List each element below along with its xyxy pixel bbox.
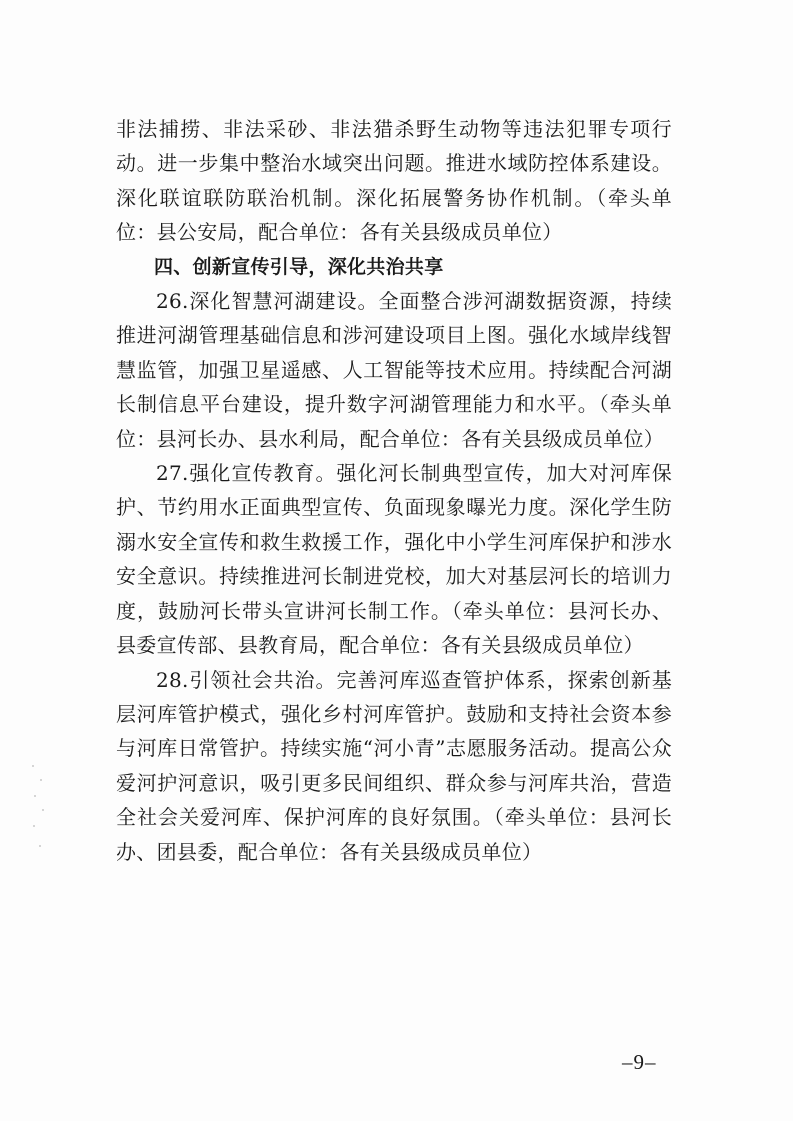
paragraph-continuation: 非法捕捞、非法采砂、非法猎杀野生动物等违法犯罪专项行动。进一步集中整治水域突出问题。推进水域防控体系建设。深化联谊联防联治机制。深化拓展警务协作机制。（牵头单位：县公安局，配合单位：各有关县级成员单位）	[116, 117, 672, 245]
paragraph-item-26: 26.深化智慧河湖建设。全面整合涉河湖数据资源，持续推进河湖管理基础信息和涉河建设项目上图。强化水域岸线智慧监管，加强卫星遥感、人工智能等技术应用。持续配合河湖长制信息平台建设，提升数字河湖管理能力和水平。（牵头单位：县河长办、县水利局，配合单位：各有关县级成员单位）	[116, 289, 672, 451]
section-heading-4: 四、创新宣传引导，深化共治共享	[154, 255, 444, 278]
paragraph-item-28: 28.引领社会共治。完善河库巡查管护体系，探索创新基层河库管护模式，强化乡村河库管护。鼓励和支持社会资本参与河库日常管护。持续实施“河小青”志愿服务活动。提高公众爱河护河意识，吸引更多民间组织、群众参与河库共治，营造全社会关爱河库、保护河库的良好氛围。（牵头单位：县河长办、团县委，配合单位：各有关县级成员单位）	[116, 667, 672, 864]
paragraph-item-27: 27.强化宣传教育。强化河长制典型宣传，加大对河库保护、节约用水正面典型宣传、负面现象曝光力度。深化学生防溺水安全宣传和救生救援工作，强化中小学生河库保护和涉水安全意识。持续推进河长制进党校，加大对基层河长的培训力度，鼓励河长带头宣讲河长制工作。（牵头单位：县河长办、县委宣传部、县教育局，配合单位：各有关县级成员单位）	[116, 461, 672, 658]
document-body	[116, 112, 672, 869]
page-number: –9–	[622, 1050, 657, 1074]
margin-scan-marks	[30, 765, 46, 855]
